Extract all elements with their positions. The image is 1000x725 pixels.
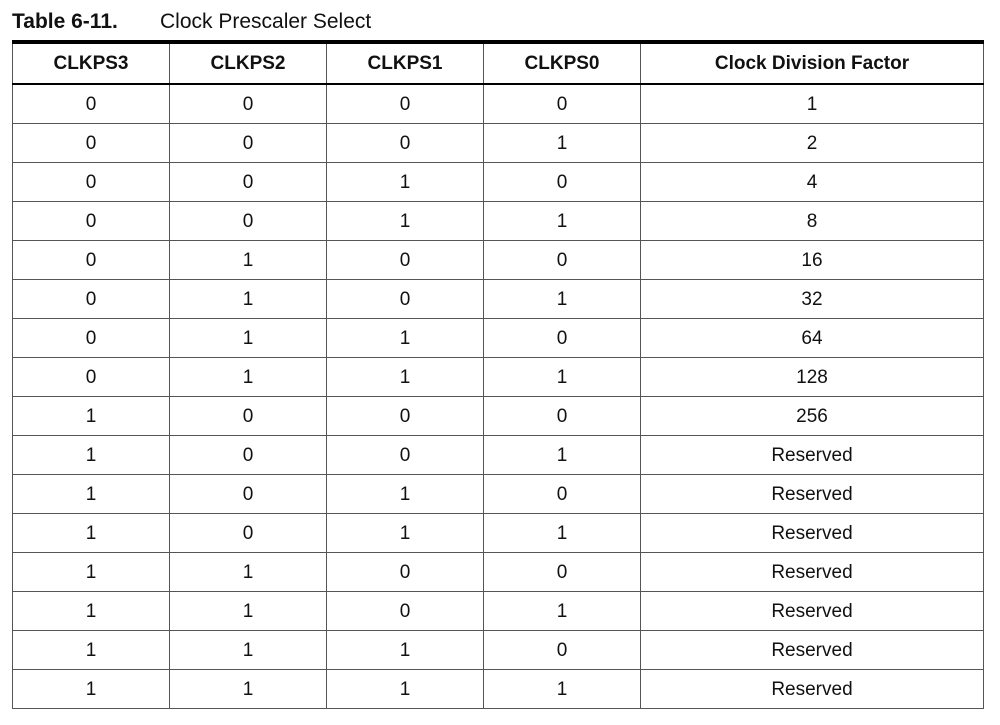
cell-clock-division-factor: 64	[641, 319, 984, 358]
cell-clkps0: 1	[484, 436, 641, 475]
cell-clkps0: 1	[484, 202, 641, 241]
cell-clkps0: 1	[484, 592, 641, 631]
table-row	[13, 397, 984, 436]
table-caption	[12, 8, 371, 36]
cell-clock-division-factor: Reserved	[641, 475, 984, 514]
cell-clkps1: 0	[327, 280, 484, 319]
cell-clkps2: 0	[170, 202, 327, 241]
cell-clkps1: 1	[327, 670, 484, 709]
cell-clkps3: 0	[13, 358, 170, 397]
table-number: Table 6-11.	[12, 10, 118, 33]
cell-clkps0: 0	[484, 319, 641, 358]
cell-clock-division-factor: 4	[641, 163, 984, 202]
cell-clock-division-factor: 8	[641, 202, 984, 241]
column-header-clkps2: CLKPS2	[170, 42, 327, 84]
cell-clkps3: 1	[13, 670, 170, 709]
cell-clkps1: 1	[327, 202, 484, 241]
cell-clkps0: 0	[484, 475, 641, 514]
cell-clock-division-factor: 16	[641, 241, 984, 280]
column-header-clkps3: CLKPS3	[13, 42, 170, 84]
column-header-clkps1: CLKPS1	[327, 42, 484, 84]
cell-clkps0: 0	[484, 631, 641, 670]
cell-clkps3: 1	[13, 475, 170, 514]
cell-clock-division-factor: Reserved	[641, 592, 984, 631]
table-row	[13, 163, 984, 202]
cell-clkps3: 0	[13, 202, 170, 241]
cell-clkps0: 1	[484, 358, 641, 397]
cell-clkps2: 1	[170, 241, 327, 280]
table-row	[13, 84, 984, 124]
cell-clkps1: 0	[327, 124, 484, 163]
table-body	[13, 84, 984, 709]
cell-clkps2: 0	[170, 124, 327, 163]
cell-clkps3: 1	[13, 592, 170, 631]
cell-clock-division-factor: 32	[641, 280, 984, 319]
cell-clkps1: 1	[327, 319, 484, 358]
cell-clkps1: 1	[327, 358, 484, 397]
column-header-clkps0: CLKPS0	[484, 42, 641, 84]
table-row	[13, 631, 984, 670]
cell-clkps3: 0	[13, 84, 170, 124]
cell-clkps3: 0	[13, 280, 170, 319]
cell-clock-division-factor: 2	[641, 124, 984, 163]
table-row	[13, 436, 984, 475]
cell-clkps2: 0	[170, 436, 327, 475]
table-row	[13, 553, 984, 592]
table-row	[13, 241, 984, 280]
cell-clkps2: 1	[170, 319, 327, 358]
cell-clkps2: 1	[170, 592, 327, 631]
clock-prescaler-table	[12, 40, 984, 709]
cell-clkps3: 0	[13, 319, 170, 358]
table-row	[13, 670, 984, 709]
cell-clkps2: 1	[170, 670, 327, 709]
cell-clock-division-factor: 256	[641, 397, 984, 436]
cell-clkps0: 0	[484, 84, 641, 124]
table-header-row	[13, 42, 984, 84]
cell-clkps1: 1	[327, 631, 484, 670]
cell-clkps0: 0	[484, 163, 641, 202]
cell-clkps1: 0	[327, 553, 484, 592]
cell-clock-division-factor: Reserved	[641, 670, 984, 709]
cell-clkps2: 1	[170, 553, 327, 592]
cell-clkps0: 1	[484, 670, 641, 709]
cell-clock-division-factor: Reserved	[641, 436, 984, 475]
cell-clkps0: 1	[484, 514, 641, 553]
cell-clkps0: 1	[484, 124, 641, 163]
cell-clkps1: 1	[327, 514, 484, 553]
cell-clkps1: 0	[327, 397, 484, 436]
table-row	[13, 358, 984, 397]
table-row	[13, 202, 984, 241]
cell-clock-division-factor: 128	[641, 358, 984, 397]
cell-clkps1: 1	[327, 475, 484, 514]
cell-clkps0: 0	[484, 241, 641, 280]
cell-clkps2: 0	[170, 163, 327, 202]
cell-clkps1: 0	[327, 84, 484, 124]
cell-clkps0: 0	[484, 397, 641, 436]
cell-clock-division-factor: Reserved	[641, 631, 984, 670]
cell-clkps3: 0	[13, 163, 170, 202]
table-row	[13, 124, 984, 163]
cell-clkps0: 0	[484, 553, 641, 592]
table-title: Clock Prescaler Select	[160, 10, 372, 33]
cell-clkps1: 0	[327, 436, 484, 475]
column-header-clock-division-factor: Clock Division Factor	[641, 42, 984, 84]
cell-clkps2: 1	[170, 631, 327, 670]
table-row	[13, 475, 984, 514]
cell-clock-division-factor: Reserved	[641, 553, 984, 592]
table-row	[13, 319, 984, 358]
cell-clock-division-factor: Reserved	[641, 514, 984, 553]
cell-clock-division-factor: 1	[641, 84, 984, 124]
cell-clkps2: 1	[170, 358, 327, 397]
cell-clkps3: 1	[13, 436, 170, 475]
table-row	[13, 280, 984, 319]
cell-clkps3: 1	[13, 631, 170, 670]
cell-clkps1: 0	[327, 241, 484, 280]
table-row	[13, 592, 984, 631]
cell-clkps1: 1	[327, 163, 484, 202]
cell-clkps1: 0	[327, 592, 484, 631]
cell-clkps2: 0	[170, 397, 327, 436]
cell-clkps0: 1	[484, 280, 641, 319]
cell-clkps3: 1	[13, 397, 170, 436]
cell-clkps2: 0	[170, 475, 327, 514]
cell-clkps3: 0	[13, 124, 170, 163]
cell-clkps3: 1	[13, 553, 170, 592]
cell-clkps2: 0	[170, 514, 327, 553]
cell-clkps2: 1	[170, 280, 327, 319]
cell-clkps2: 0	[170, 84, 327, 124]
cell-clkps3: 0	[13, 241, 170, 280]
table-row	[13, 514, 984, 553]
cell-clkps3: 1	[13, 514, 170, 553]
